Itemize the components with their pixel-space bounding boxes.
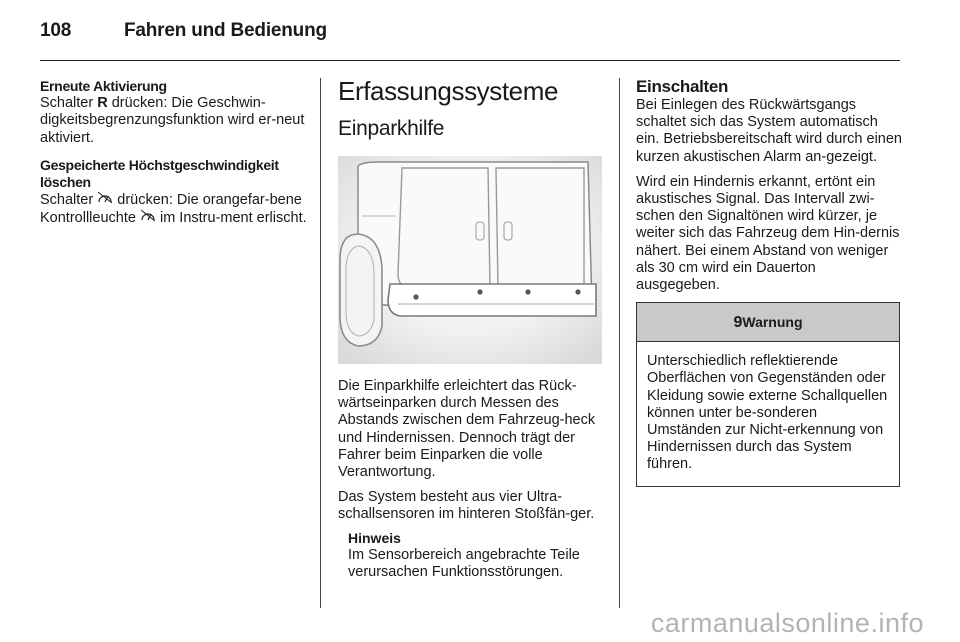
reactivation-text (40, 95, 308, 147)
column-right (636, 78, 902, 487)
section-title-reactivation: Erneute Aktivierung (40, 78, 167, 94)
speedometer-off-icon (97, 191, 113, 209)
column-divider-right (619, 78, 620, 608)
header-rule (40, 60, 900, 61)
warning-header (637, 303, 899, 342)
column-left (40, 78, 308, 228)
page-number: 108 (40, 20, 72, 41)
note-text: Im Sensorbereich angebrachte Teile verursachen Funktionsstörungen. (348, 546, 580, 581)
speedometer-off-icon (140, 209, 156, 227)
column-middle (338, 78, 604, 581)
column-divider-left (320, 78, 321, 608)
text-fragment: drücken: Die orangefar-bene Kontrollleuchte (40, 192, 302, 227)
text-fragment: im Instru-ment erlischt. (155, 210, 307, 227)
paragraph-activation: Bei Einlegen des Rückwärtsgangs schaltet sich das System automatisch ein. Betriebsbereitschaft wird durch einen kurzen akustischen Alarm an-gezeigt. (636, 97, 902, 165)
paragraph-obstacle: Wird ein Hindernis erkannt, ertönt ein akustisches Signal. Das Intervall zwi-schen den Signaltönen wird kürzer, je weiter sich das Fahrzeug dem Hin-dernis nähert. Bei einem Abstand von weniger als 30 cm wird ein Dauerton ausgegeben. (636, 173, 900, 294)
text-fragment: Schalter (40, 192, 98, 209)
subsection-heading: Einparkhilfe (338, 117, 445, 140)
warning-triangle-icon: 9 (733, 314, 743, 332)
paragraph-parking-aid: Die Einparkhilfe erleichtert das Rück-wärtseinparken durch Messen des Abstands zwischen dem Fahrzeug-heck und Hindernissen. Dennoch trägt der Fahrer beim Einparken die volle Verantwortung. (338, 378, 596, 481)
text-fragment: drücken: Die Geschwin-digkeitsbegrenzungsfunktion wird er-neut aktiviert. (40, 95, 305, 146)
warning-title: Warnung (742, 314, 803, 331)
note-box (338, 530, 604, 582)
warning-text: Unterschiedlich reflektierende Oberflächen von Gegenständen oder Kleidung sowie externe Schallquellen können unter be-sonderen Umständen zur Nicht-erkennung von Hindernissen durch das System führen. (647, 353, 888, 473)
note-label: Hinweis (348, 529, 401, 546)
warning-box (636, 302, 900, 486)
watermark: carmanualsonline.info (650, 608, 924, 638)
subsection-heading-switch-on: Einschalten (636, 77, 729, 96)
section-heading: Erfassungssysteme (338, 76, 559, 106)
section-title-delete-speed: Gespeicherte Höchstgeschwindigkeit löschen (40, 156, 279, 191)
text-fragment: Schalter (40, 95, 98, 112)
van-rear-illustration (338, 156, 602, 364)
key-r: R (97, 95, 108, 112)
paragraph-sensors: Das System besteht aus vier Ultra-schallsensoren im hinteren Stoßfän-ger. (338, 489, 595, 523)
page-title: Fahren und Bedienung (124, 20, 327, 41)
delete-speed-text (40, 191, 308, 227)
